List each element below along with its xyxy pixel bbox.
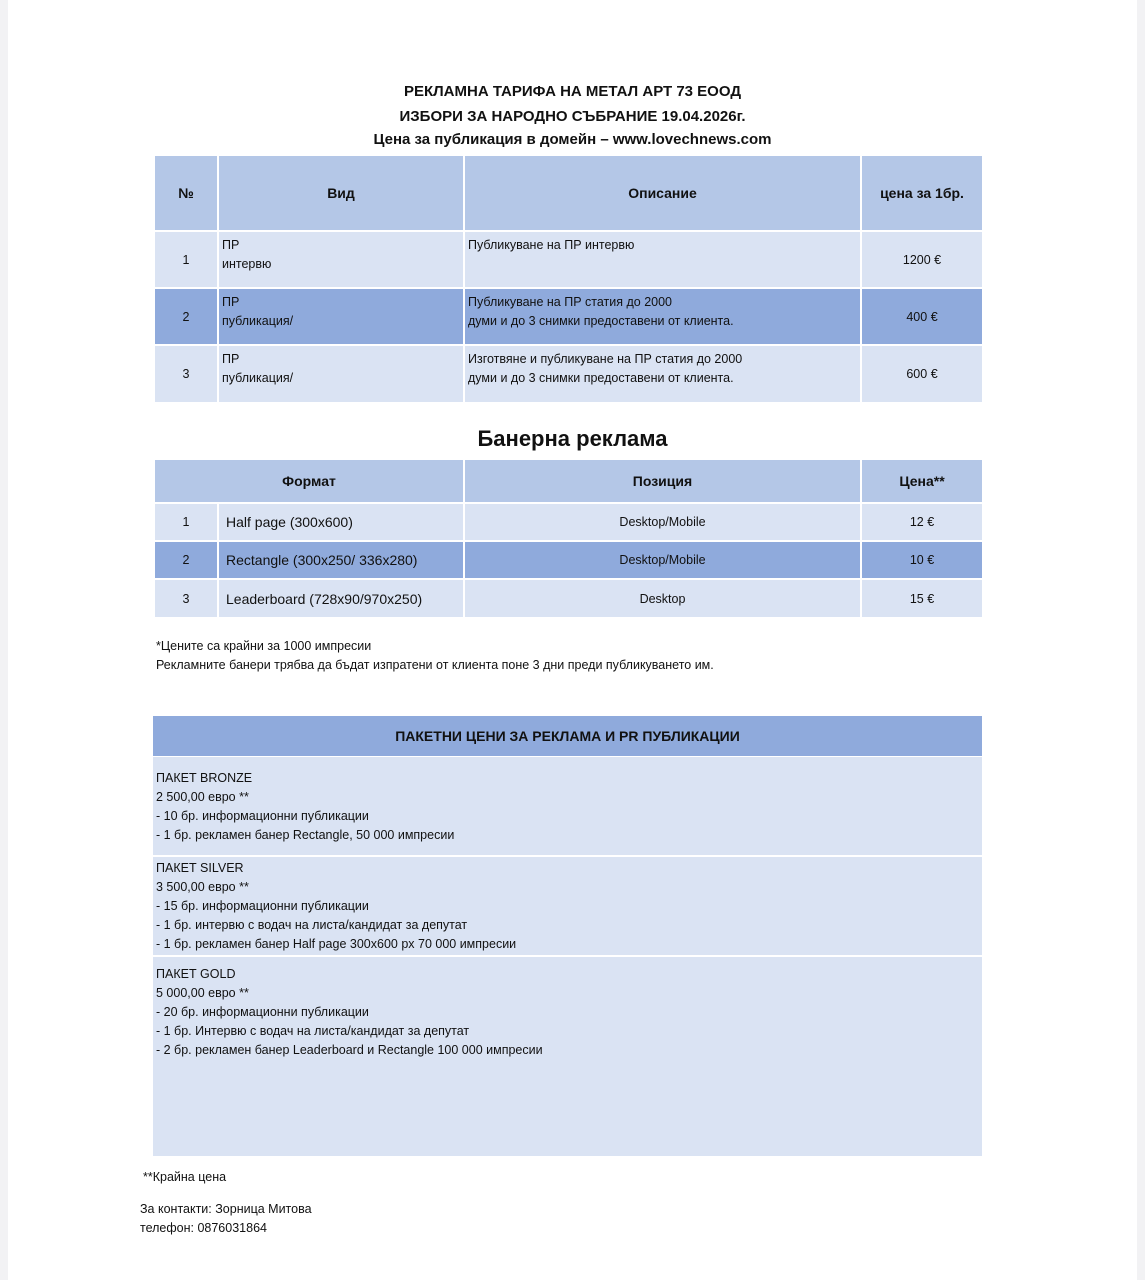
desc-line: думи и до 3 снимки предоставени от клиента. xyxy=(468,371,734,385)
row-description xyxy=(464,288,861,345)
row-type xyxy=(218,288,464,345)
package-divider xyxy=(153,855,982,857)
document-page xyxy=(8,0,1137,1280)
package-line: - 20 бр. информационни публикации xyxy=(156,1005,369,1019)
package-name: ПАКЕТ BRONZE xyxy=(156,771,253,785)
title-line-3: Цена за публикация в домейн – www.lovechnews.com xyxy=(373,131,772,148)
table-header-row xyxy=(154,155,983,231)
row-number: 1 xyxy=(154,503,218,541)
package-name: ПАКЕТ GOLD xyxy=(156,967,236,981)
table-row xyxy=(154,503,983,541)
col-header-type: Вид xyxy=(218,155,464,231)
package-price: 3 500,00 евро ** xyxy=(156,880,249,894)
type-line: ПР xyxy=(222,352,240,366)
package-line: - 10 бр. информационни публикации xyxy=(156,809,369,823)
package-line: - 1 бр. интервю с водач на листа/кандидат за депутат xyxy=(156,918,468,932)
note-banner-deadline: Рекламните банери трябва да бъдат изпратени от клиента поне 3 дни преди публикуването им. xyxy=(156,658,714,672)
type-line: публикация/ xyxy=(222,371,294,385)
col-header-price: цена за 1бр. xyxy=(861,155,983,231)
row-price: 10 € xyxy=(861,541,983,579)
col-header-position: Позиция xyxy=(464,459,861,503)
row-position: Desktop xyxy=(464,579,861,618)
row-format: Rectangle (300x250/ 336x280) xyxy=(218,541,464,579)
package-gold xyxy=(156,965,979,1060)
banner-pricing-table xyxy=(153,458,984,619)
row-format: Leaderboard (728x90/970x250) xyxy=(218,579,464,618)
package-price: 5 000,00 евро ** xyxy=(156,986,249,1000)
desc-line: Публикуване на ПР интервю xyxy=(468,238,635,252)
row-number: 2 xyxy=(154,541,218,579)
final-price-note: **Крайна цена xyxy=(143,1170,227,1184)
type-line: ПР xyxy=(222,238,240,252)
table-row xyxy=(154,345,983,403)
package-line: - 2 бр. рекламен банер Leaderboard и Rectangle 100 000 импресии xyxy=(156,1043,543,1057)
row-number: 3 xyxy=(154,579,218,618)
col-header-format: Формат xyxy=(154,459,464,503)
pr-pricing-table xyxy=(153,154,984,404)
package-price: 2 500,00 евро ** xyxy=(156,790,249,804)
packages-header: ПАКЕТНИ ЦЕНИ ЗА РЕКЛАМА И PR ПУБЛИКАЦИИ xyxy=(153,716,982,756)
row-type xyxy=(218,345,464,403)
col-header-price: Цена** xyxy=(861,459,983,503)
packages-body xyxy=(153,757,982,1156)
row-price: 600 € xyxy=(861,345,983,403)
banner-section-title: Банерна реклама xyxy=(477,426,668,451)
desc-line: Изготвяне и публикуване на ПР статия до 2000 xyxy=(468,352,743,366)
row-number: 2 xyxy=(154,288,218,345)
package-line: - 1 бр. рекламен банер Rectangle, 50 000 импресии xyxy=(156,828,455,842)
package-line: - 1 бр. рекламен банер Half page 300x600 px 70 000 импресии xyxy=(156,937,517,951)
col-header-description: Описание xyxy=(464,155,861,231)
package-bronze xyxy=(156,769,979,845)
row-price: 15 € xyxy=(861,579,983,618)
package-silver xyxy=(156,859,979,954)
package-name: ПАКЕТ SILVER xyxy=(156,861,244,875)
row-description xyxy=(464,231,861,288)
col-header-number: № xyxy=(154,155,218,231)
title-line-2: ИЗБОРИ ЗА НАРОДНО СЪБРАНИЕ 19.04.2026г. xyxy=(399,108,746,125)
row-position: Desktop/Mobile xyxy=(464,541,861,579)
package-line: - 15 бр. информационни публикации xyxy=(156,899,369,913)
table-row xyxy=(154,541,983,579)
table-row xyxy=(154,288,983,345)
type-line: ПР xyxy=(222,295,240,309)
row-type xyxy=(218,231,464,288)
desc-line: Публикуване на ПР статия до 2000 xyxy=(468,295,672,309)
table-row xyxy=(154,579,983,618)
type-line: публикация/ xyxy=(222,314,294,328)
row-format: Half page (300x600) xyxy=(218,503,464,541)
title-line-1: РЕКЛАМНА ТАРИФА НА МЕТАЛ АРТ 73 ЕООД xyxy=(403,83,742,100)
row-price: 1200 € xyxy=(861,231,983,288)
row-number: 1 xyxy=(154,231,218,288)
type-line: интервю xyxy=(222,257,272,271)
contact-phone: телефон: 0876031864 xyxy=(140,1221,267,1235)
row-price: 12 € xyxy=(861,503,983,541)
table-header-row xyxy=(154,459,983,503)
package-divider xyxy=(153,955,982,957)
row-price: 400 € xyxy=(861,288,983,345)
row-number: 3 xyxy=(154,345,218,403)
note-impressions: *Цените са крайни за 1000 импресии xyxy=(156,639,372,653)
desc-line: думи и до 3 снимки предоставени от клиента. xyxy=(468,314,734,328)
row-position: Desktop/Mobile xyxy=(464,503,861,541)
contact-name: За контакти: Зорница Митова xyxy=(140,1202,312,1216)
package-line: - 1 бр. Интервю с водач на листа/кандидат за депутат xyxy=(156,1024,470,1038)
table-row xyxy=(154,231,983,288)
row-description xyxy=(464,345,861,403)
